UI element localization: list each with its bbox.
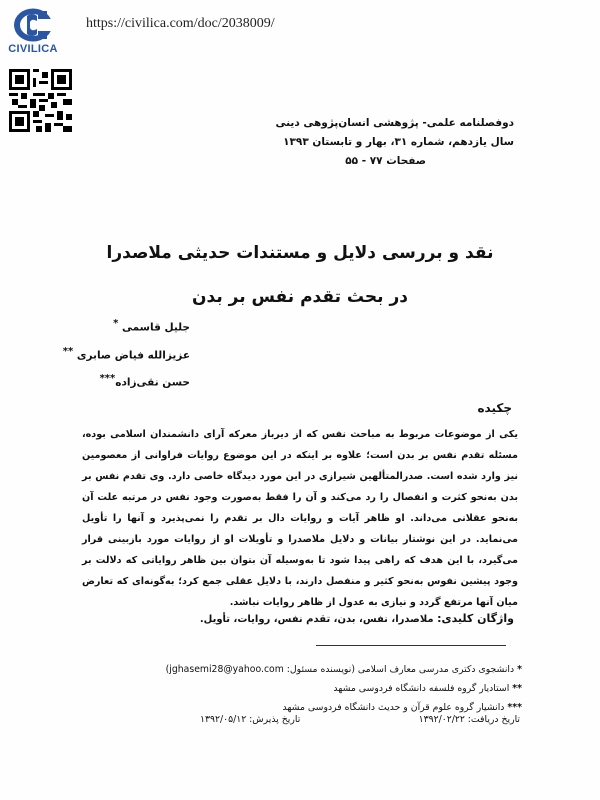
footnote-text: دانشجوی دکتری مدرسی معارف اسلامی (نویسنده مسئول: jghasemi28@yahoo.com): [165, 664, 515, 675]
journal-pages: صفحات ۷۷ - ۵۵: [345, 155, 426, 167]
qr-code-icon: [9, 69, 72, 132]
received-date: تاریخ دریافت: ۱۳۹۲/۰۲/۲۲: [418, 714, 520, 725]
accepted-date: تاریخ پذیرش: ۱۳۹۲/۰۵/۱۲: [200, 714, 301, 725]
author-footnote-mark: *: [113, 318, 119, 329]
footnote: [162, 660, 522, 679]
keywords: [200, 612, 514, 625]
footnote: [162, 679, 522, 698]
journal-issue: سال یازدهم، شماره ۳۱، بهار و تابستان ۱۳۹۳: [283, 136, 514, 148]
civilica-logo[interactable]: [5, 8, 57, 58]
author-list: [60, 312, 190, 395]
author: [60, 367, 190, 395]
author-name: عزیزالله فیاض صابری: [76, 349, 190, 361]
footnote-mark: *: [517, 664, 522, 675]
author: [60, 312, 190, 340]
author-footnote-mark: ***: [99, 373, 116, 384]
abstract-heading: چکیده: [477, 401, 512, 415]
civilica-c-icon: [13, 8, 53, 42]
document-url[interactable]: https://civilica.com/doc/2038009/: [86, 16, 275, 31]
title-line-1: نقد و بررسی دلایل و مستندات حدیثی ملاصدرا: [106, 243, 494, 263]
footnote-divider: [316, 645, 506, 646]
journal-name: دوفصلنامه علمی- پژوهشی انسان‌پژوهی دینی: [275, 117, 514, 129]
author: [60, 340, 190, 368]
footnote-mark: ***: [507, 702, 522, 713]
footnote-text: دانشیار گروه علوم قرآن و حدیث دانشگاه فردوسی مشهد: [282, 702, 505, 713]
logo-text: CIVILICA: [8, 43, 58, 55]
keywords-value: ملاصدرا، نفس، بدن، تقدم نفس، روایات، تأویل.: [199, 614, 434, 625]
footnotes: [162, 660, 522, 717]
journal-info: [214, 114, 514, 171]
footnote-text: استادیار گروه فلسفه دانشگاه فردوسی مشهد: [333, 683, 510, 694]
keywords-label: واژگان کلیدی:: [437, 612, 514, 625]
article-dates: [200, 714, 520, 725]
author-name: جلیل قاسمی: [122, 321, 190, 334]
footnote-mark: **: [512, 683, 522, 694]
article-title: [90, 231, 510, 319]
author-footnote-mark: **: [62, 345, 74, 357]
abstract-body: یکی از موضوعات مربوط به مباحث نفس که از دیرباز معرکه آرای دانشمندان اسلامی بوده، مسئله تقدم نفس بر بدن است؛ علاوه بر اینکه در این موضوع روایات فراوانی از معصومین نیز وارد شده است. صدرالمتألهین شیرازی در این مورد دیدگاه خاصی دارد. وی تقدم نفس بر بدن به‌نحو کثرت و انفصال را رد می‌کند و آن را فقط به‌صورت وجود نفس در مرتبه علت آن به‌نحو عقلانی می‌داند. او ظاهر آیات و روایات دال بر تقدم را نمی‌پذیرد و آنها را تأویل می‌نماید. در این نوشتار بیانات و دلایل ملاصدرا و تأویلات او از روایات مورد بازبینی قرار می‌گیرد، با این هدف که راهی پیدا شود تا به‌وسیله آن بتوان بین ظاهر روایاتی که دلالت بر وجود پیشین نفوس به‌نحو کثیر و منفصل دارند، با دلایل عقلی جمع کرد؛ به‌گونه‌ای که تعارض میان آنها مرتفع گردد و نیازی به عدول از ظاهر روایات نباشد.: [82, 429, 518, 608]
author-name: حسن نقی‌زاده: [115, 376, 190, 389]
title-line-2: در بحث تقدم نفس بر بدن: [192, 287, 408, 307]
